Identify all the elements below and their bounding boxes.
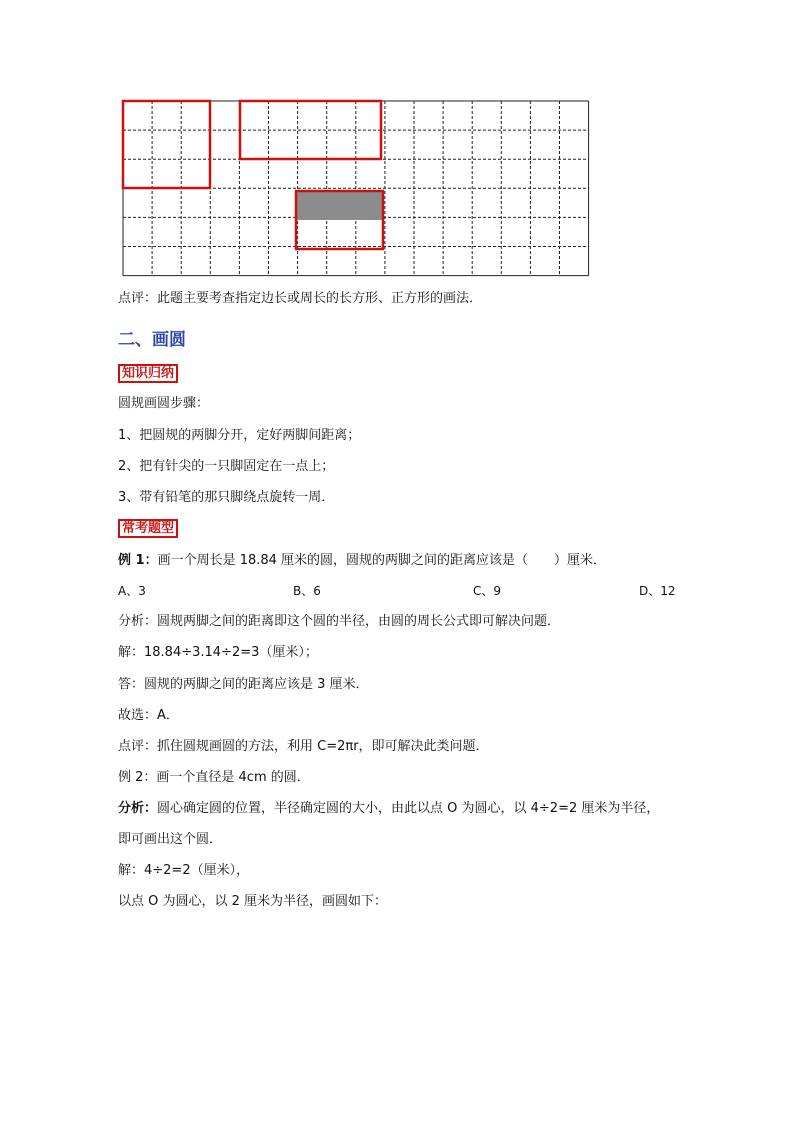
step-1: 1、把圆规的两脚分开，定好两脚间距离； [118, 428, 361, 443]
grid-figure [0, 0, 793, 300]
example-1-text: 画一个周长是 18.84 厘米的圆，圆规的两脚之间的距离应该是（ ）厘米． [157, 553, 607, 568]
example-2-draw: 以点 O 为圆心，以 2 厘米为半径，画圆如下： [118, 894, 388, 909]
example-1-solution: 解：18.84÷3.14÷2=3（厘米）； [118, 645, 318, 660]
step-2: 2、把有针尖的一只脚固定在一点上； [118, 459, 335, 474]
example-1-label: 例 1： [118, 553, 158, 568]
example-1-comment: 点评：抓住圆规画圆的方法，利用 C=2πr，即可解决此类问题． [118, 739, 489, 754]
example-1-question [118, 552, 606, 570]
example-2-analysis [118, 800, 659, 818]
example-1-analysis: 分析：圆规两脚之间的距离即这个圆的半径，由圆的周长公式即可解决问题． [118, 614, 561, 629]
step-3: 3、带有铅笔的那只脚绕点旋转一周． [118, 490, 335, 505]
figure-comment: 点评：此题主要考查指定边长或周长的长方形、正方形的画法． [118, 291, 483, 306]
example-2-analysis-label: 分析： [118, 801, 158, 816]
option-b: B、6 [293, 584, 321, 598]
square-3x3 [123, 101, 210, 188]
example-1-choice: 故选：A． [118, 708, 179, 723]
tag-common-questions: 常考题型 [118, 519, 178, 538]
tag-knowledge-summary: 知识归纳 [118, 364, 178, 383]
option-c: C、9 [473, 584, 502, 598]
section-title: 二、画圆 [118, 330, 186, 350]
shaded-cells [296, 191, 383, 220]
steps-intro: 圆规画圆步骤： [118, 396, 210, 411]
example-2-analysis-continued: 即可画出这个圆． [118, 832, 223, 847]
example-2-analysis-text: 圆心确定圆的位置，半径确定圆的大小，由此以点 O 为圆心，以 4÷2=2 厘米为半径， [157, 801, 660, 816]
option-d: D、12 [639, 584, 676, 598]
example-2-solution: 解：4÷2=2（厘米）， [118, 863, 250, 878]
example-1-answer: 答：圆规的两脚之间的距离应该是 3 厘米． [118, 677, 369, 692]
example-2-question: 例 2：画一个直径是 4cm 的圆． [118, 770, 310, 785]
option-a: A、3 [118, 584, 146, 598]
